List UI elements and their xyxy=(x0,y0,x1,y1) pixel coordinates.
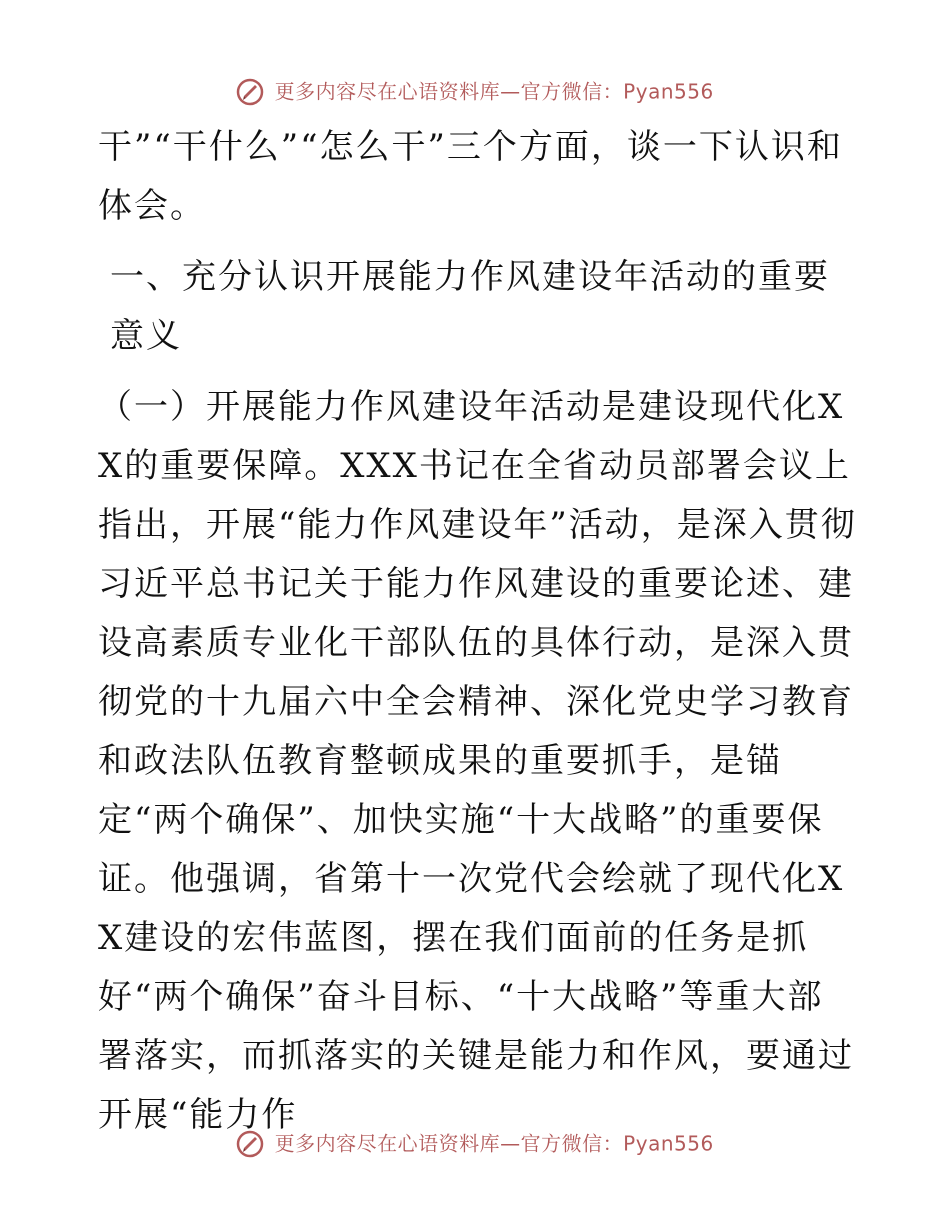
section-heading: 一、充分认识开展能力作风建设年活动的重要意义 xyxy=(110,257,830,356)
brand-logo-icon xyxy=(236,1130,264,1158)
document-body xyxy=(98,118,858,1145)
watermark-text: 更多内容尽在心语资料库—官方微信：Pyan556 xyxy=(274,79,714,104)
watermark-text: 更多内容尽在心语资料库—官方微信：Pyan556 xyxy=(274,1131,714,1156)
body-paragraph: （一）开展能力作风建设年活动是建设现代化XX的重要保障。XXX书记在全省动员部署会议上指出，开展“能力作风建设年”活动，是深入贯彻习近平总书记关于能力作风建设的重要论述、建设高素质专业化干部队伍的具体行动，是深入贯彻党的十九届六中全会精神、深化党史学习教育和政法队伍教育整顿成果的重要抓手，是锚定“两个确保”、加快实施“十大战略”的重要保证。他强调，省第十一次党代会绘就了现代化XX建设的宏伟蓝图，摆在我们面前的任务是抓好“两个确保”奋斗目标、“十大战略”等重大部署落实，而抓落实的关键是能力和作风，要通过开展“能力作 xyxy=(98,387,857,1135)
brand-logo-icon xyxy=(236,78,264,106)
header-watermark xyxy=(0,76,950,106)
footer-watermark xyxy=(0,1128,950,1158)
intro-continuation: 干”“干什么”“怎么干”三个方面，谈一下认识和体会。 xyxy=(98,127,843,226)
